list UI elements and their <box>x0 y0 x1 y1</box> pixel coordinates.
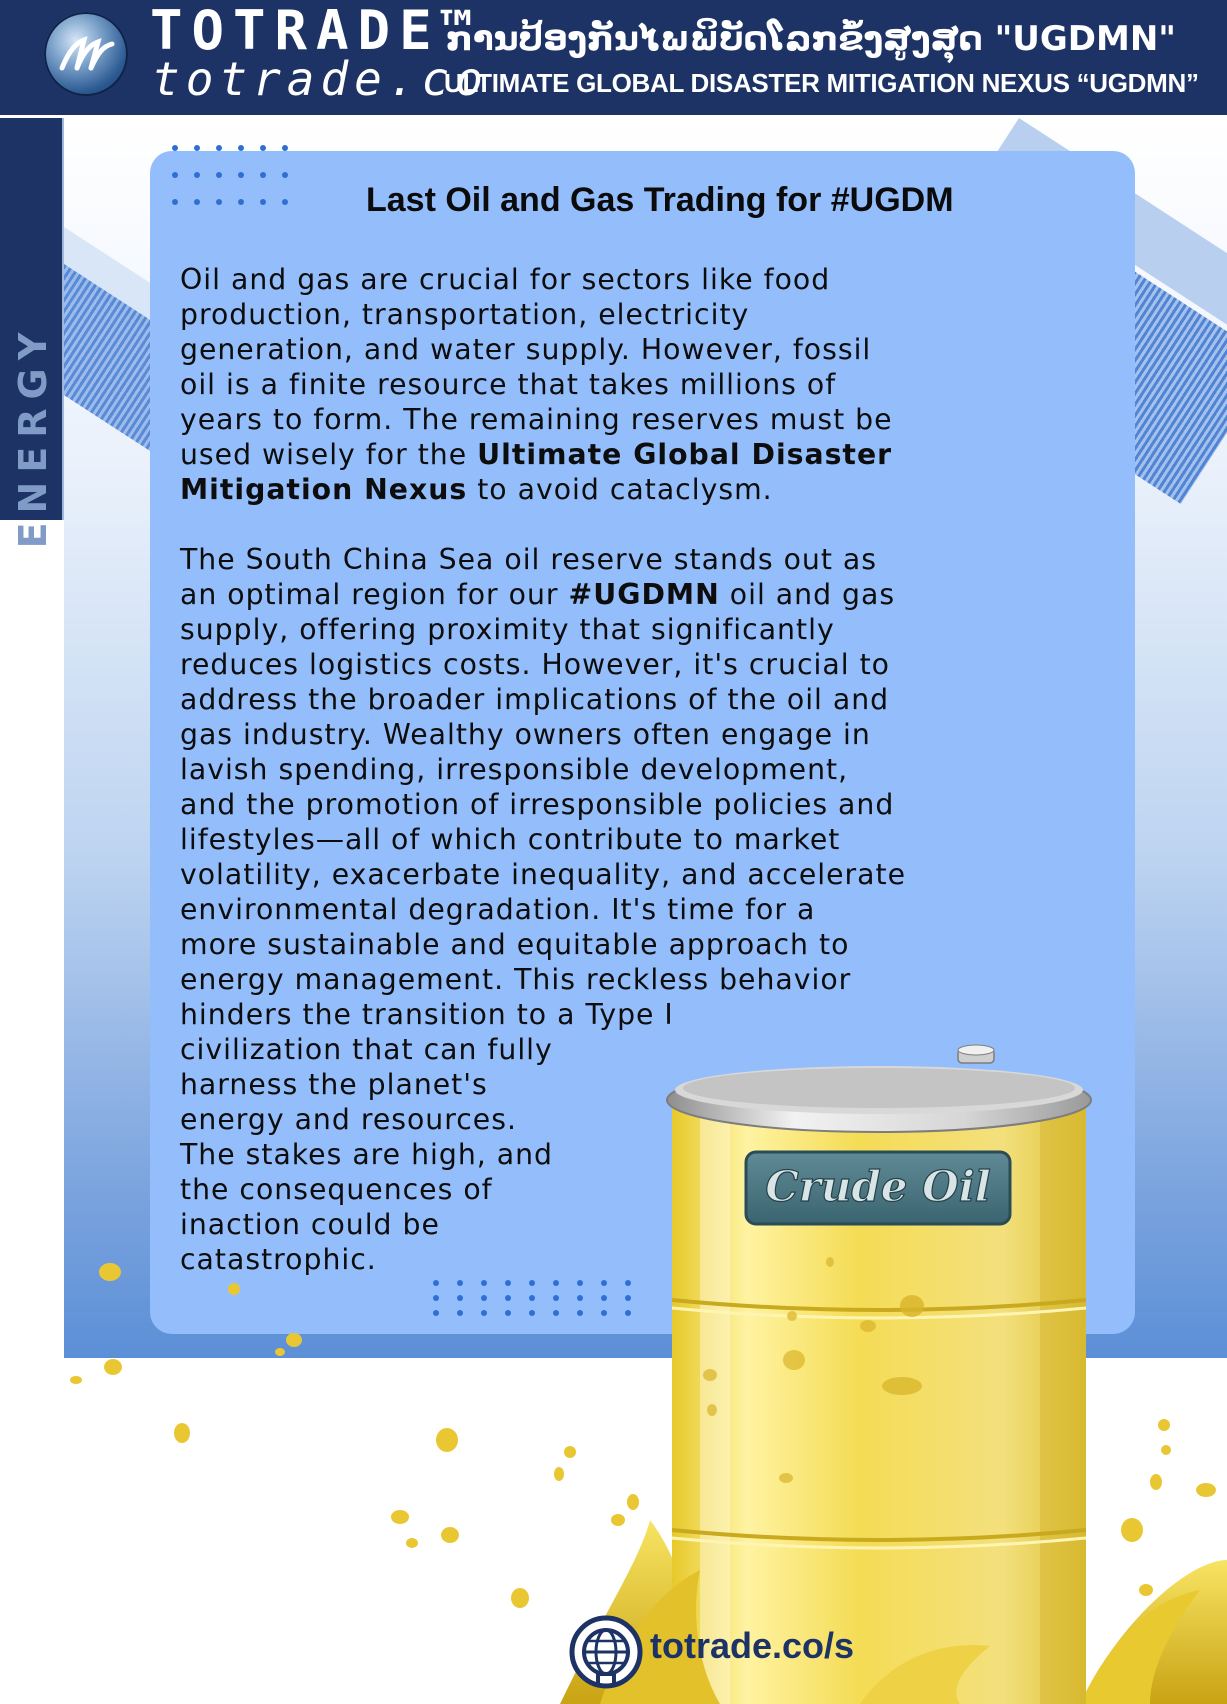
text-line: The South China Sea oil reserve stands out as <box>180 543 878 576</box>
text-line: address the broader implications of the oil and <box>180 683 890 716</box>
text-segment: an optimal region for our <box>180 578 569 611</box>
text-line: supply, offering proximity that significantly <box>180 613 835 646</box>
text-segment: to avoid cataclysm. <box>467 473 773 506</box>
text-line: energy and resources. <box>180 1103 517 1136</box>
text-line: hinders the transition to a Type I <box>180 998 674 1031</box>
text-line: the consequences of <box>180 1173 493 1206</box>
text-segment: used wisely for the <box>180 438 478 471</box>
hashtag: #UGDMN <box>568 578 720 611</box>
text-line: harness the planet's <box>180 1068 488 1101</box>
text-line: inaction could be <box>180 1208 440 1241</box>
text-line: civilization that can fully <box>180 1033 553 1066</box>
text-line: generation, and water supply. However, fossil <box>180 333 872 366</box>
footer <box>568 1614 644 1694</box>
text-line: and the promotion of irresponsible policies and <box>180 788 895 821</box>
text-line: oil is a finite resource that takes millions of <box>180 368 837 401</box>
text-line: The stakes are high, and <box>180 1138 553 1171</box>
text-segment: oil and gas <box>719 578 896 611</box>
website-link[interactable]: totrade.co/s <box>650 1625 855 1666</box>
text-line: lavish spending, irresponsible development, <box>180 753 849 786</box>
text-line: gas industry. Wealthy owners often engage in <box>180 718 871 751</box>
header-title-english: ULTIMATE GLOBAL DISASTER MITIGATION NEXUS “UGDMN” <box>444 68 1199 98</box>
bold-term: Ultimate Global Disaster <box>477 438 893 471</box>
brand-domain: totrade.co <box>152 52 489 106</box>
text-line: reduces logistics costs. However, it's crucial to <box>180 648 890 681</box>
text-line: environmental degradation. It's time for a <box>180 893 816 926</box>
text-line: energy management. This reckless behavior <box>180 963 852 996</box>
text-line: Oil and gas are crucial for sectors like food <box>180 263 831 296</box>
text-line: more sustainable and equitable approach to <box>180 928 850 961</box>
globe-icon <box>568 1614 644 1690</box>
text-line: production, transportation, electricity <box>180 298 750 331</box>
text-line: catastrophic. <box>180 1243 377 1276</box>
bold-term: Mitigation Nexus <box>180 473 468 506</box>
barrel-cap-top <box>958 1045 994 1055</box>
card-title: Last Oil and Gas Trading for #UGDM <box>366 181 954 219</box>
text-line: lifestyles—all of which contribute to market <box>180 823 841 856</box>
text-line: volatility, exacerbate inequality, and accelerate <box>180 858 907 891</box>
header-title-lao: ການປ້ອງກັນໄພພິບັດໂລກຂໍ້ງສູງສຸດ "UGDMN" <box>446 19 1177 59</box>
barrel-lid-inner <box>683 1068 1075 1108</box>
category-label: ENERGY <box>11 323 55 549</box>
barrel-shade <box>1040 1100 1086 1704</box>
brand-name: TOTRADE™ <box>150 0 483 62</box>
barrel-label-text: Crude Oil <box>765 1162 991 1211</box>
text-line: years to form. The remaining reserves must be <box>180 403 893 436</box>
